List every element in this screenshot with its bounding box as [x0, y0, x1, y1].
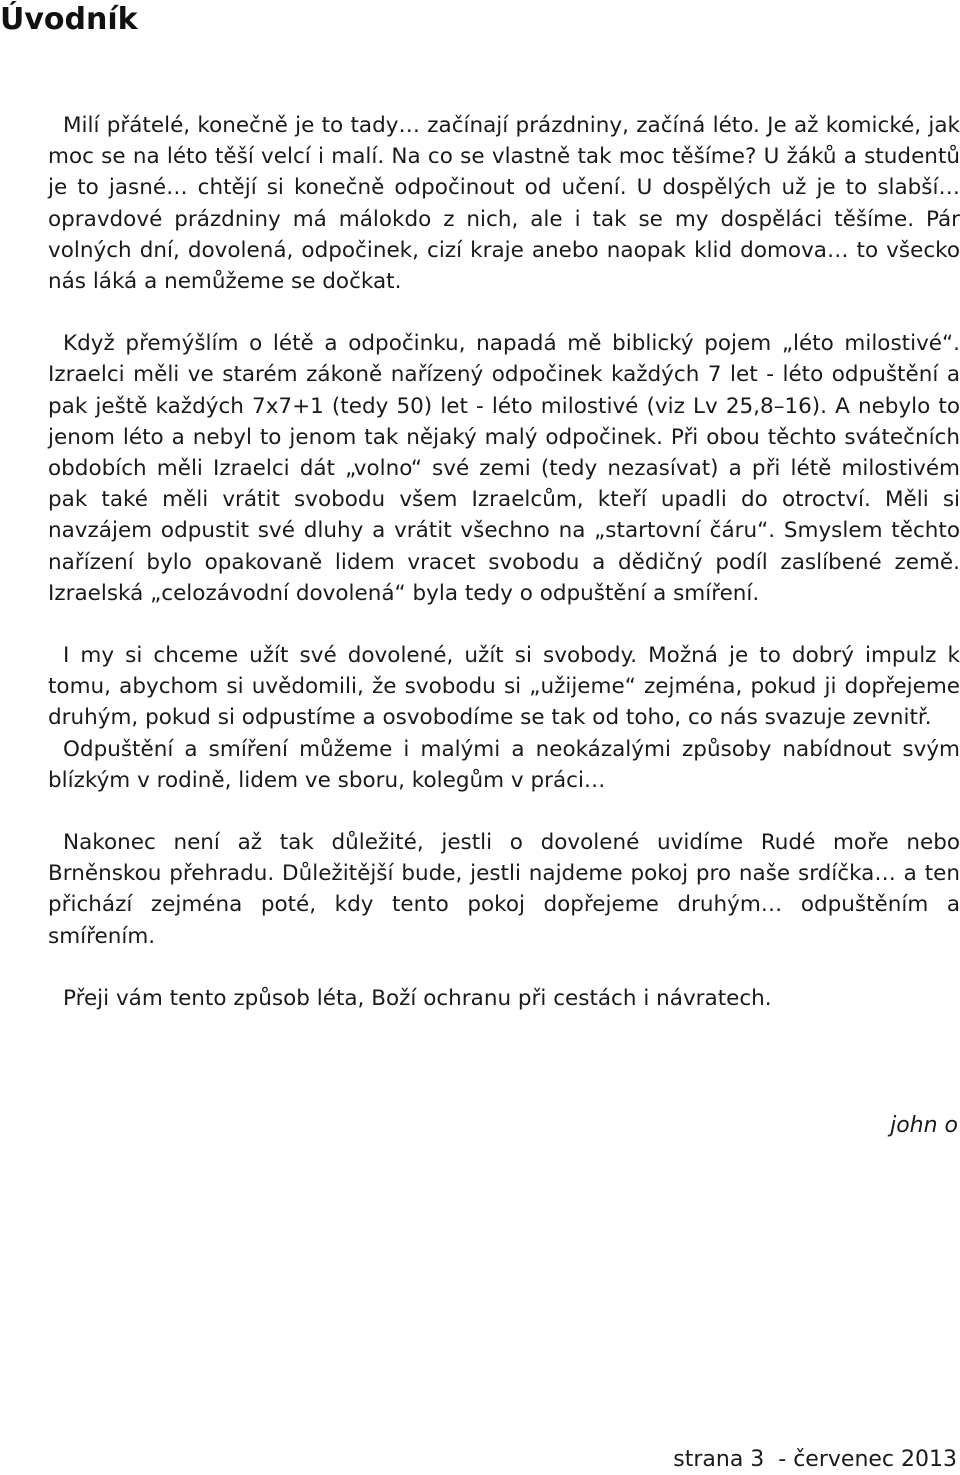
paragraph-pokoj: Nakonec není až tak důležité, jestli o dovolené uvidíme Rudé moře nebo Brněnskou přehradu. Důležitější bude, jestli najdeme pokoj pro naše srdíčka… a ten přichází zejména poté, kdy tento pokoj dopřejeme druhým… odpuštěním a smířením.: [48, 830, 960, 949]
paragraph-odpusteni: Odpuštění a smíření můžeme i malými a neokázalými způsoby nabídnout svým blízkým v rodině, lidem ve sboru, kolegům v práci…: [48, 736, 960, 793]
page-title: Úvodník: [0, 2, 138, 37]
paragraph-svoboda: I my si chceme užít své dovolené, užít si svobody. Možná je to dobrý impulz k tomu, abychom si uvědomili, že svobodu si „užijeme“ zejména, pokud ji dopřejeme druhým, pokud si odpustíme a osvobodíme se tak od toho, co nás svazuje zevnitř.: [48, 643, 960, 731]
paragraph-intro: Milí přátelé, konečně je to tady… začínají prázdniny, začíná léto. Je až komické, jak moc se na léto těší velcí i malí. Na co se vlastně tak moc těšíme? U žáků a studentů je to jasné… chtějí si konečně odpočinout od učení. U dospělých už je to slabší… opravdové prázdniny má málokdo z nich, ale i tak se my dospěláci těšíme. Pár volných dní, dovolená, odpočinek, cizí kraje anebo naopak klid domova… to všecko nás láká a nemůžeme se dočkat.: [48, 113, 960, 295]
editorial-text: [48, 110, 960, 1014]
paragraph-leto-milostive: Když přemýšlím o létě a odpočinku, napadá mě biblický pojem „léto milostivé“. Izraelci měli ve starém zákoně nařízený odpočinek každých 7 let - léto odpuštění a pak ještě každých 7x7+1 (tedy 50) let - léto milostivé (viz Lv 25,8–16). A nebylo to jenom léto a nebyl to jenom tak nějaký malý odpočinek. Při obou těchto svátečních obdobích měli Izraelci dát „volno“ své zemi (tedy nezasívat) a při létě milostivém pak také měli vrátit svobodu všem Izraelcům, kteří upadli do otroctví. Měli si navzájem odpustit své dluhy a vrátit všechno na „startovní čáru“. Smyslem těchto nařízení bylo opakovaně lidem vracet svobodu a dědičný podíl zaslíbené země. Izraelská „celozávodní dovolená“ byla tedy o odpuštění a smíření.: [48, 331, 960, 606]
paragraph-prani: Přeji vám tento způsob léta, Boží ochranu při cestách i návratech.: [63, 985, 772, 1011]
page-footer: strana 3 - červenec 2013: [673, 1447, 957, 1472]
author-signature: john o: [890, 1113, 958, 1138]
